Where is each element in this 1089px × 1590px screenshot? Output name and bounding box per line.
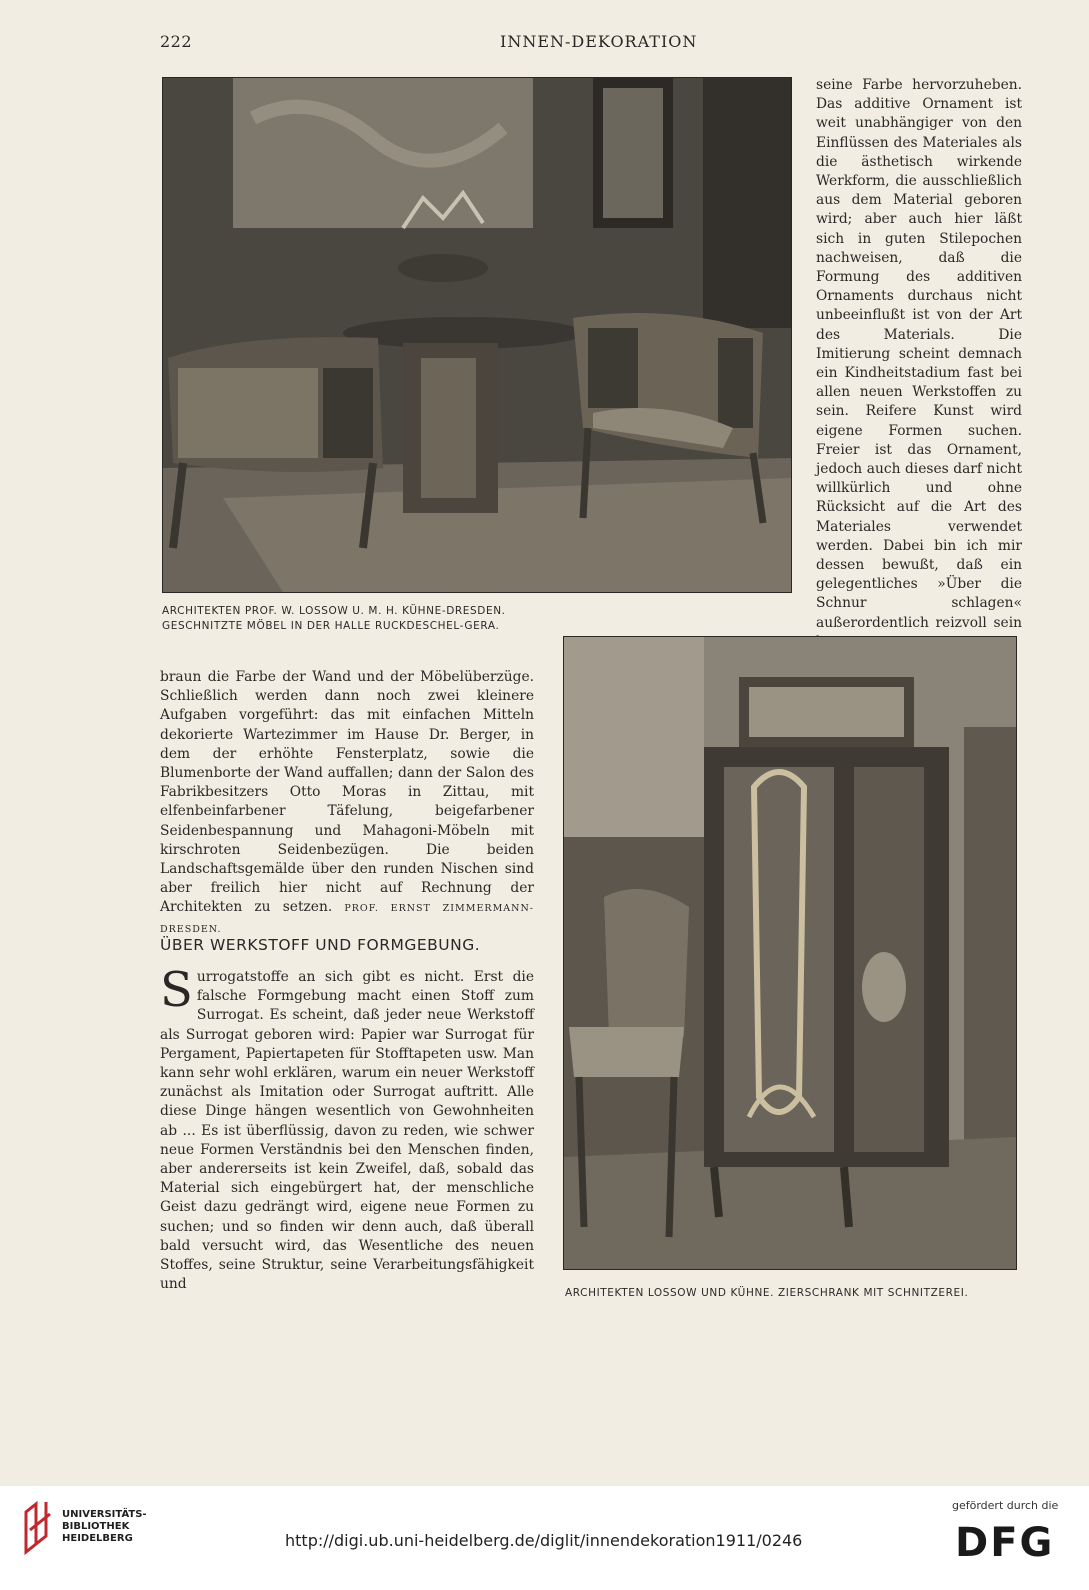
figure-caption-2: ARCHITEKTEN LOSSOW UND KÜHNE. ZIERSCHRANK MIT SCHNITZEREI. (565, 1287, 969, 1299)
drop-cap: S (160, 962, 193, 1018)
page-number: 222 (160, 32, 193, 51)
hall-furniture-photo (162, 77, 792, 593)
sponsor-label: gefördert durch die (952, 1499, 1059, 1512)
running-title: INNEN-DEKORATION (500, 32, 698, 51)
author-signature: PROF. ERNST ZIMMERMANN-DRESDEN. (160, 903, 535, 935)
cabinet-photo (563, 636, 1017, 1270)
library-name (62, 1509, 147, 1545)
dfg-logo: DFG (955, 1520, 1055, 1566)
right-column-text (816, 76, 1022, 653)
source-url-link[interactable]: http://digi.ub.uni-heidelberg.de/diglit/innendekoration1911/0246 (285, 1531, 803, 1550)
right-column-paragraph: seine Farbe hervorzuheben. Das additive Ornament ist weit unabhängiger von den Einflüssen des Materiales als die ästhetisch wirkende Werkform, die ausschließlich aus dem Material geboren wird; aber auch hier läßt sich in guten Stilepochen nachweisen, daß die Formung des additiven Ornaments durchaus nicht unbeeinflußt ist von der Art des Materials. Die Imitierung scheint demnach ein Kindheitstadium fast bei allen neuen Werkstoffen zu sein. Reifere Kunst wird eigene Formen suchen. Freier ist das Ornament, jedoch auch dieses darf nicht willkürlich und ohne Rücksicht auf die Art des Materiales verwendet werden. Dabei bin ich mir dessen bewußt, daß ein gelegentliches »Über die Schnur schlagen« außerordentlich reizvoll sein (816, 77, 1022, 631)
figure-caption-1 (162, 604, 506, 634)
section-heading: ÜBER WERKSTOFF UND FORMGEBUNG. (160, 936, 481, 954)
library-logo-icon (22, 1500, 56, 1560)
left-column-text (160, 668, 534, 939)
caption-line: ARCHITEKTEN PROF. W. LOSSOW U. M. H. KÜHNE-DRESDEN. (162, 605, 506, 617)
library-name-line: HEIDELBERG (62, 1533, 133, 1544)
library-name-line: UNIVERSITÄTS- (62, 1509, 147, 1520)
section-body (160, 962, 534, 1294)
left-column-paragraph: braun die Farbe der Wand und der Möbelüberzüge. Schließlich werden dann noch zwei kleinere Aufgaben vorgeführt: das mit einfachen Mitteln dekorierte Wartezimmer im Hause Dr. Berger, in dem der erhöhte Fensterplatz, sowie die Blumenborte der Wand auffallen; dann der Salon des Fabrikbesitzers Otto Moras in Zittau, mit elfenbeinfarbener Täfelung, beigefarbener Seidenbespannung und Mahagoni-Möbeln mit kirschroten Seidenbezügen. Die beiden Landschaftsgemälde über den runden Nischen sind aber freilich hier nicht auf Rechnung der Architekten zu setzen. (160, 669, 534, 916)
section-paragraph: urrogatstoffe an sich gibt es nicht. Erst die falsche Formgebung macht einen Stoff zum Surrogat. Es scheint, daß jeder neue Werkstoff als Surrogat geboren wird: Papier war Surrogat für Pergament, Papiertapeten für Stofftapeten usw. Man kann sehr wohl erklären, warum ein neuer Werkstoff zunächst als Imitation oder Surrogat auftritt. Alle diese Dinge hängen wesentlich von Gewohnheiten ab ... Es ist überflüssig, davon zu reden, wie schwer neue Formen Verständnis bei den Menschen finden, aber andererseits ist kein Zweifel, daß, sobald das Material sich eingebürgert hat, der menschliche Geist dazu gedrängt wird, eigene neue Formen zu suchen; und so finden wir denn auch, daß überall bald versucht wird, das Wesentliche des neuen Stoffes, seine Struktur, seine Verarbeitungsfähigkeit und (160, 969, 534, 1293)
library-name-line: BIBLIOTHEK (62, 1521, 130, 1532)
caption-line: GESCHNITZTE MÖBEL IN DER HALLE RUCKDESCHEL-GERA. (162, 620, 500, 632)
